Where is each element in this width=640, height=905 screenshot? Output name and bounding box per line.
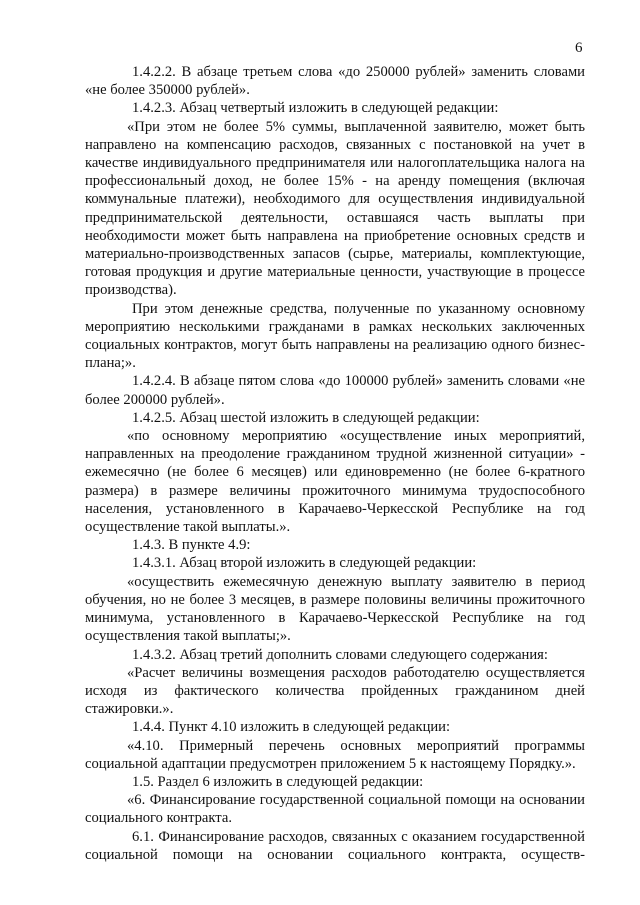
paragraph-1-4-3-1: 1.4.3.1. Абзац второй изложить в следующей редакции: bbox=[132, 555, 477, 572]
paragraph-1-4-2-2: 1.4.2.2. В абзаце третьем слова «до 250000 рублей» заменить словами «не более 350000 рублей». bbox=[85, 64, 585, 99]
page-number: 6 bbox=[575, 40, 583, 56]
paragraph-1-4-3-2: 1.4.3.2. Абзац третий дополнить словами следующего содержания: bbox=[132, 646, 548, 663]
paragraph-1-4-2-5: 1.4.2.5. Абзац шестой изложить в следующей редакции: bbox=[132, 409, 480, 426]
paragraph-quote-section-6: «6. Финансирование государственной социальной помощи на основании социального контракта. bbox=[85, 792, 585, 827]
paragraph-multiple-contracts: При этом денежные средства, полученные по указанному основному мероприятию несколькими гражданами в рамках нескольких заключенных социальных контрактов, могут быть направлены на реализацию одного бизнес-плана;». bbox=[85, 300, 585, 372]
paragraph-quote-employer-compensation: «Расчет величины возмещения расходов работодателю осуществляется исходя из фактического количества пройденных гражданином дней стажировки.». bbox=[85, 664, 585, 718]
paragraph-1-4-4: 1.4.4. Пункт 4.10 изложить в следующей редакции: bbox=[132, 719, 451, 736]
paragraph-quote-monthly-payment: «осуществить ежемесячную денежную выплату заявителю в период обучения, но не более 3 месяцев, в размере половины величины прожиточного минимума, установленного в Карачаево-Черкесской Республике на год осуществления такой выплаты;». bbox=[85, 573, 585, 645]
paragraph-1-4-3: 1.4.3. В пункте 4.9: bbox=[132, 537, 251, 554]
paragraph-quote-5-percent: «При этом не более 5% суммы, выплаченной заявителю, может быть направлено на компенсацию расходов, связанных с постановкой на учет в качестве индивидуального предпринимателя или налогоплательщика налога на профессиональный доход, не более 15% - на аренду помещения (включая коммунальные платежи), необходимого для осуществления индивидуальной предпринимательской деятельности, оставшаяся часть выплаты при необходимости может быть направлена на приобретение основных средств и материально-производственных запасов (сырье, материалы, комплектующие, готовая продукция и другие материальные ценности, участвующие в процессе производства). bbox=[85, 118, 585, 299]
document-body bbox=[85, 63, 585, 864]
paragraph-quote-other-measures: «по основному мероприятию «осуществление иных мероприятий, направленных на преодоление гражданином трудной жизненной ситуации» - ежемесячно (не более 6 месяцев) или единовременно (не более 6-кратного размера) в размере величины прожиточного минимума трудоспособного населения, установленного в Карачаево-Черкесской Республике на год осуществление такой выплаты.». bbox=[85, 428, 585, 536]
paragraph-1-5: 1.5. Раздел 6 изложить в следующей редакции: bbox=[132, 773, 424, 790]
paragraph-6-1: 6.1. Финансирование расходов, связанных с оказанием государственной социальной помощи на основании социального контракта, осуществ- bbox=[85, 828, 585, 863]
paragraph-1-4-2-3: 1.4.2.3. Абзац четвертый изложить в следующей редакции: bbox=[132, 100, 499, 117]
paragraph-quote-4-10: «4.10. Примерный перечень основных мероприятий программы социальной адаптации предусмотрен приложением 5 к настоящему Порядку.». bbox=[85, 737, 585, 772]
paragraph-1-4-2-4: 1.4.2.4. В абзаце пятом слова «до 100000 рублей» заменить словами «не более 200000 рублей». bbox=[85, 373, 585, 408]
